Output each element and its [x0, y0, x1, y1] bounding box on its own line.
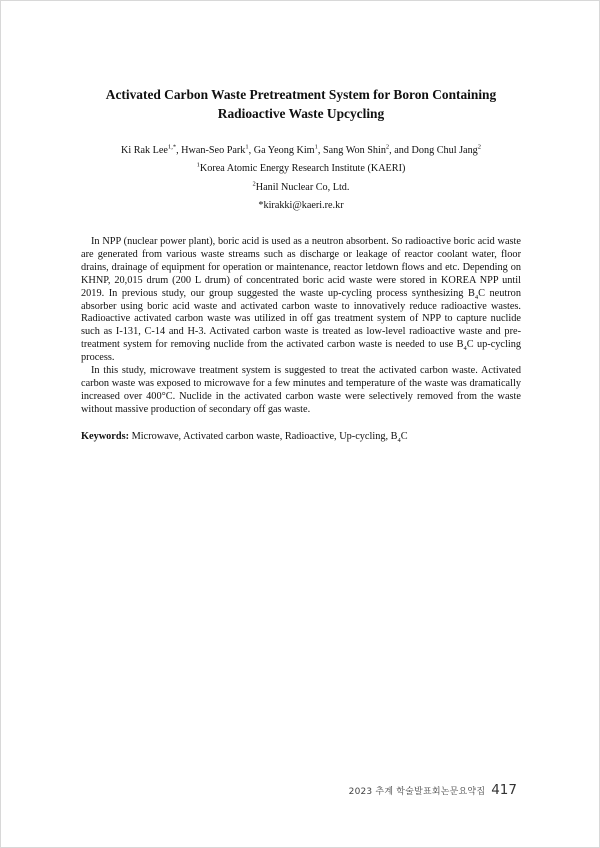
title-line-2: Radioactive Waste Upcycling [217, 106, 385, 121]
author-name: Sang Won Shin [322, 145, 386, 156]
paragraph-text: In NPP (nuclear power plant), boric acid is used as a neutron absorbent. So radioactive boric acid waste are generated from various waste streams such as discharge or leakage of reactor coolant water, floor drains, drainage of equipment for operation or maintenance, reactor letdown flows and etc. Depending on KHNP, 20,015 drum (200 L drum) of concentrated boric acid waste were stored in KOREA NPP until 2019. In previous study, our group suggested the waste up-cycling process synthesizing B [81, 236, 521, 299]
keywords-line [81, 430, 521, 443]
keywords-tail: C [400, 431, 408, 442]
page-footer [349, 779, 517, 798]
author-name: Dong Chul Jang [411, 145, 478, 156]
author-list: Ki Rak Lee$^{1,*}$, Hwan-Seo Park$^1$, Ga Yeong Kim$^1$, Sang Won Shin$^2$, and Dong Chul Jang$^2$ [120, 143, 481, 156]
author-name: Ga Yeong Kim [253, 145, 315, 156]
affiliation-mark: 2 [252, 180, 256, 188]
abstract-body [81, 236, 521, 417]
footer-proceedings-title: 2023 추계 학술발표회논문요약집 [348, 787, 486, 797]
author-affiliation-mark: 1 [245, 143, 249, 151]
title-line-1: Activated Carbon Waste Pretreatment System for Boron Containing [105, 87, 497, 102]
affiliation-2 [41, 181, 561, 194]
author-affiliation-mark: 2 [385, 143, 390, 151]
paper-title [61, 85, 541, 123]
author-affiliation-mark: 2 [477, 143, 481, 151]
paragraph-text: C neutron absorber using boric acid waste and activated carbon waste to innovatively reduce radioactive wastes. Radioactive activated carbon waste was utilized in off gas treatment system of NPP to capture nuclide such as I-131, C-14 and H-3. Activated carbon waste is treated as low-level radioactive waste and pre-treatment system for removing nuclide from the activated carbon waste is needed to use B [81, 287, 521, 351]
author-name: Hwan-Seo Park [181, 145, 246, 156]
affiliation-text: Korea Atomic Energy Research Institute (KAERI) [199, 163, 406, 174]
author-name: Ki Rak Lee [120, 145, 168, 156]
keywords-label: Keywords: [81, 431, 130, 442]
author-affiliation-mark: 1 [314, 143, 318, 151]
abstract-paragraph-2: In this study, microwave treatment system is suggested to treat the activated carbon waste. Activated carbon waste was exposed to microwave for a few minutes and temperature of the waste was dramatically increased over 400°C. Nuclide in the activated carbon waste were selectively removed from the waste without massive production of secondary off gas waste. [81, 365, 521, 415]
page-number: 417 [491, 782, 517, 798]
subscript: 4 [397, 437, 401, 445]
affiliation-mark: 1 [196, 161, 200, 169]
abstract-paragraph-1 [81, 236, 521, 365]
author-affiliation-mark: 1,* [167, 143, 177, 151]
corresponding-email: *kirakki@kaeri.re.kr [258, 200, 344, 211]
subscript: 4 [474, 293, 479, 301]
affiliation-1 [41, 162, 561, 175]
keywords-text: Microwave, Activated carbon waste, Radioactive, Up-cycling, B [129, 431, 398, 442]
affiliation-text: Hanil Nuclear Co, Ltd. [255, 182, 350, 193]
subscript: 4 [463, 345, 467, 353]
paragraph-text: C up-cycling process. [81, 339, 522, 364]
